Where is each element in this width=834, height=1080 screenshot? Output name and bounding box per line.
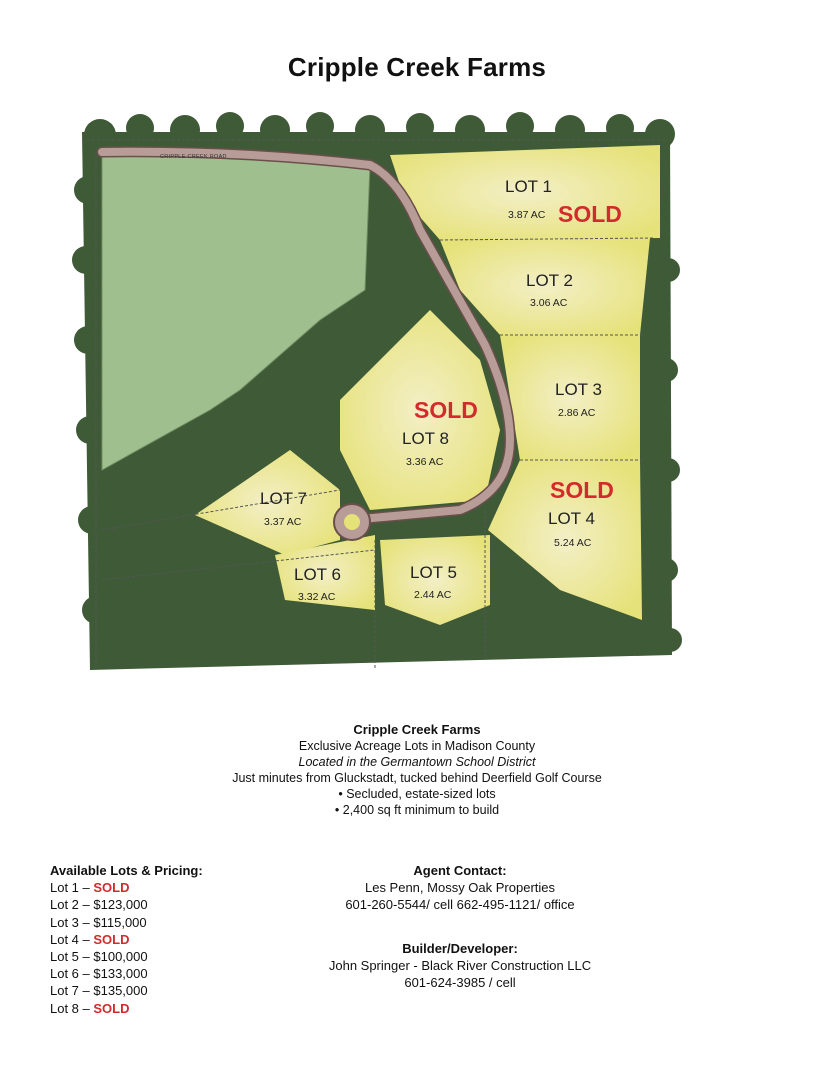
pricing-item-lot3: Lot 3 – $115,000	[50, 914, 147, 930]
info-line-3: Just minutes from Gluckstadt, tucked behind Deerfield Golf Course	[232, 771, 602, 785]
pricing-item-lot1: Lot 1 – SOLD	[50, 880, 130, 896]
pricing-item-lot8: Lot 8 – SOLD	[50, 1000, 130, 1016]
lot2-name: LOT 2	[526, 271, 573, 290]
price-value: $115,000	[93, 914, 147, 930]
pricing-item-lot2: Lot 2 – $123,000	[50, 897, 148, 913]
price-value: $133,000	[93, 966, 148, 982]
lot1-sold: SOLD	[558, 201, 622, 227]
lot8-sold: SOLD	[414, 397, 478, 423]
contact-block	[300, 862, 620, 991]
info-line-5: • 2,400 sq ft minimum to build	[334, 803, 500, 817]
lot7-acres: 3.37 AC	[264, 516, 302, 528]
lot4-sold: SOLD	[550, 477, 614, 503]
pricing-heading: Available Lots & Pricing:	[50, 863, 203, 878]
site-plan-map	[40, 110, 800, 690]
road-label: CRIPPLE CREEK ROAD	[160, 154, 227, 160]
lot7-name: LOT 7	[260, 489, 307, 508]
price-value: $123,000	[93, 897, 148, 913]
lot8-acres: 3.36 AC	[406, 456, 444, 468]
lot5-name: LOT 5	[410, 563, 457, 582]
lot6-acres: 3.32 AC	[298, 591, 336, 603]
pricing-item-lot4: Lot 4 – SOLD	[50, 931, 130, 947]
info-heading: Cripple Creek Farms	[353, 722, 481, 737]
lot4-name: LOT 4	[548, 509, 595, 528]
pricing-list	[50, 862, 203, 1017]
info-line-4: • Secluded, estate-sized lots	[338, 787, 496, 801]
lot8-name: LOT 8	[402, 429, 449, 448]
lot2-acres: 3.06 AC	[530, 297, 568, 309]
agent-name: Les Penn, Mossy Oak Properties	[364, 880, 556, 896]
property-info	[0, 722, 834, 818]
price-value: $135,000	[93, 983, 148, 999]
lot3-name: LOT 3	[555, 380, 602, 399]
pricing-item-lot5: Lot 5 – $100,000	[50, 949, 148, 965]
pricing-item-lot7: Lot 7 – $135,000	[50, 983, 148, 999]
price-value: SOLD	[93, 1000, 130, 1016]
agent-heading: Agent Contact:	[413, 863, 507, 878]
price-value: SOLD	[93, 931, 130, 947]
price-value: $100,000	[93, 949, 148, 965]
agent-phones: 601-260-5544/ cell 662-495-1121/ office	[345, 897, 575, 913]
builder-heading: Builder/Developer:	[402, 940, 518, 956]
info-line-1: Exclusive Acreage Lots in Madison County	[298, 739, 536, 753]
site-plan-svg	[40, 110, 800, 690]
lot6-name: LOT 6	[294, 565, 341, 584]
lot4-acres: 5.24 AC	[554, 537, 592, 549]
lot3-acres: 2.86 AC	[558, 407, 596, 419]
lot5-acres: 2.44 AC	[414, 589, 452, 601]
pricing-item-lot6: Lot 6 – $133,000	[50, 966, 148, 982]
builder-phone: 601-624-3985 / cell	[404, 975, 516, 991]
page-title: Cripple Creek Farms	[287, 52, 547, 82]
lot1-acres: 3.87 AC	[508, 209, 546, 221]
price-value: SOLD	[93, 880, 130, 896]
builder-name: John Springer - Black River Construction LLC	[328, 957, 592, 973]
lot1-name: LOT 1	[505, 177, 552, 196]
info-line-2: Located in the Germantown School District	[298, 755, 536, 769]
